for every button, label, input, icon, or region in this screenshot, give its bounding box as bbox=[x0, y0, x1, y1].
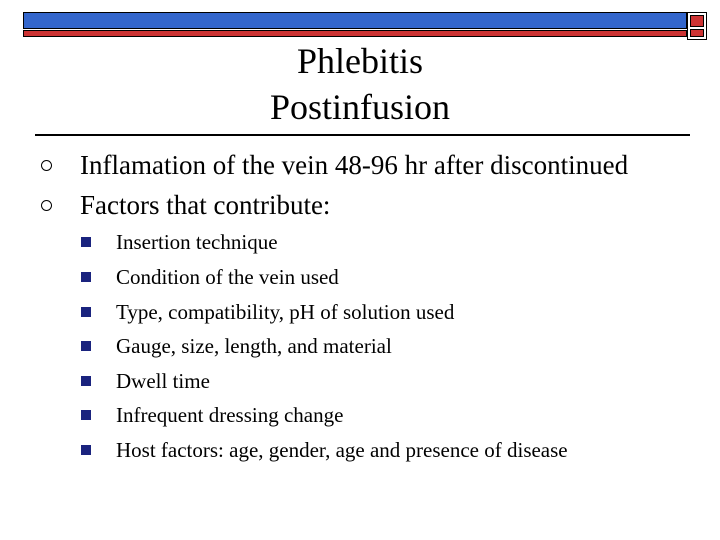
header-blue-bar bbox=[23, 12, 687, 29]
sub-bullet-item bbox=[0, 433, 720, 467]
bullet-item bbox=[0, 187, 720, 223]
sub-bullet-item bbox=[0, 295, 720, 329]
header-red-bar bbox=[23, 30, 687, 37]
hollow-circle-bullet-icon bbox=[41, 200, 52, 211]
square-bullet-icon bbox=[81, 272, 91, 282]
title-divider bbox=[35, 134, 690, 136]
corner-ornament-bottom bbox=[690, 29, 704, 37]
square-bullet-icon bbox=[81, 341, 91, 351]
square-bullet-icon bbox=[81, 445, 91, 455]
corner-ornament-top bbox=[690, 15, 704, 27]
sub-bullet-text: Gauge, size, length, and material bbox=[116, 334, 392, 358]
square-bullet-icon bbox=[81, 410, 91, 420]
square-bullet-icon bbox=[81, 376, 91, 386]
square-bullet-icon bbox=[81, 237, 91, 247]
sub-bullet-text: Dwell time bbox=[116, 369, 210, 393]
sub-bullet-text: Host factors: age, gender, age and presence of disease bbox=[116, 438, 568, 462]
sub-bullet-text: Infrequent dressing change bbox=[116, 403, 344, 427]
sub-bullet-item bbox=[0, 364, 720, 398]
bullet-text: Inflamation of the vein 48-96 hr after discontinued bbox=[80, 150, 629, 180]
sub-bullet-item bbox=[0, 260, 720, 294]
slide-title bbox=[0, 38, 720, 130]
sub-bullet-item bbox=[0, 398, 720, 432]
title-line-1: Phlebitis bbox=[296, 41, 424, 81]
sub-bullet-item bbox=[0, 225, 720, 259]
sub-bullet-text: Type, compatibility, pH of solution used bbox=[116, 300, 455, 324]
square-bullet-icon bbox=[81, 307, 91, 317]
title-line-2: Postinfusion bbox=[269, 87, 451, 127]
sub-bullet-text: Condition of the vein used bbox=[116, 265, 339, 289]
bullet-item bbox=[0, 147, 720, 183]
sub-bullet-item bbox=[0, 329, 720, 363]
bullet-text: Factors that contribute: bbox=[80, 190, 331, 220]
hollow-circle-bullet-icon bbox=[41, 160, 52, 171]
header-corner-ornament bbox=[687, 12, 707, 40]
sub-bullet-text: Insertion technique bbox=[116, 230, 278, 254]
